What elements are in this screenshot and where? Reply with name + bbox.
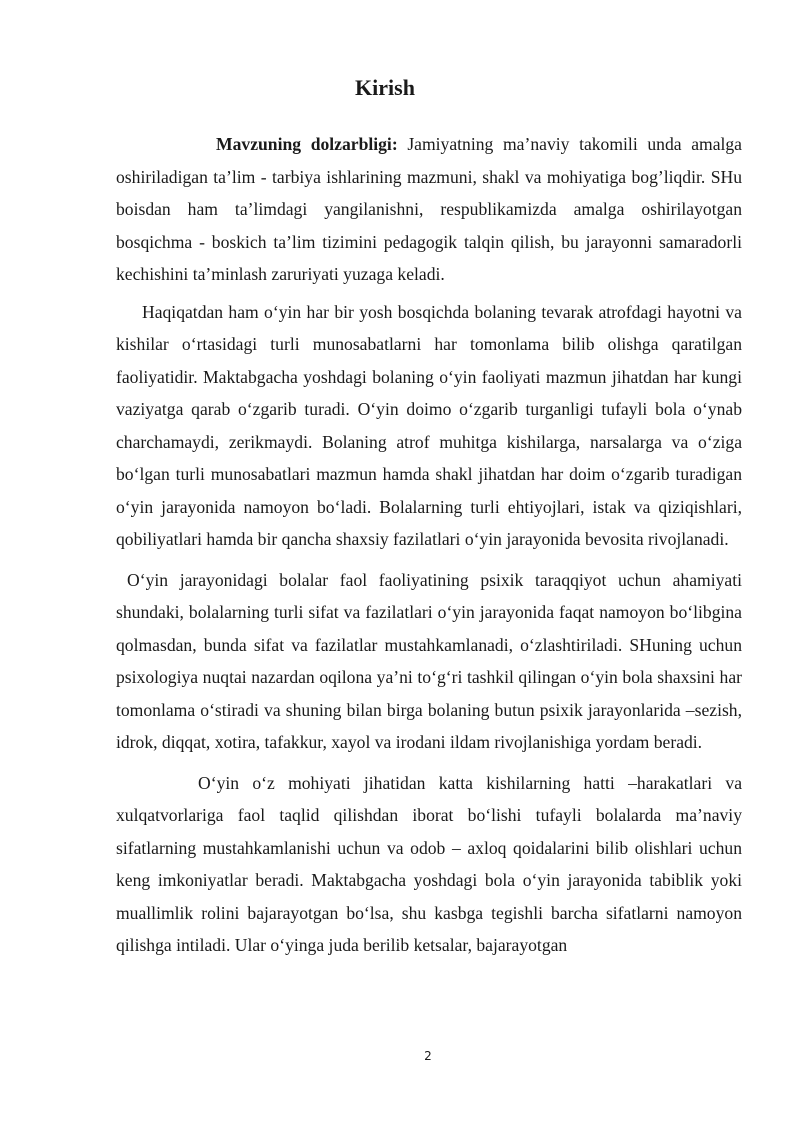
- paragraph-imitation: O‘yin o‘z mohiyati jihatidan katta kishilarning hatti –harakatlari va xulqatvorlariga faol taqlid qilishdan iborat bo‘lishi tufayli bolalarda ma’naviy sifatlarning mustahkamlanishi uchun va odob – axloq qoidalarini bilib olishlari uchun keng imkoniyatlar beradi. Maktabgacha yoshdagi bola o‘yin jarayonida tabiblik yoki muallimlik rolini bajarayotgan bo‘lsa, shu kasbga tegishli barcha sifatlarni namoyon qilishga intiladi. Ular o‘yinga juda berilib ketsalar, bajarayotgan: [116, 772, 742, 955]
- paragraph-play-activity: Haqiqatdan ham o‘yin har bir yosh bosqichda bolaning tevarak atrofdagi hayotni va kishilar o‘rtasidagi turli munosabatlarni har tomonlama bilib olishga qaratilgan faoliyatidir. Maktabgacha yoshdagi bolaning o‘yin faoliyati mazmun jihatdan har kungi vaziyatga qarab o‘zgarib turadi. O‘yin doimo o‘zgarib turganligi tufayli bola o‘ynab charchamaydi, zerikmaydi. Bolaning atrof muhitga kishilarga, narsalarga va o‘ziga bo‘lgan turli munosabatlari mazmun hamda shakl jihatdan har doim o‘zgarib turadigan o‘yin jarayonida namoyon bo‘ladi. Bolalarning turli ehtiyojlari, istak va qiziqishlari, qobiliyatlari hamda bir qancha shaxsiy fazilatlari o‘yin jarayonida bevosita rivojlanadi.: [116, 301, 742, 549]
- page-title: Kirish: [355, 75, 415, 100]
- paragraph-lead: Mavzuning dolzarbligi:: [216, 134, 398, 154]
- paragraph-relevance: [116, 128, 742, 291]
- page-number: 2: [424, 1049, 432, 1063]
- paragraph-text: Jamiyatning ma’naviy takomili unda amalga oshiriladigan ta’lim - tarbiya ishlarining mazmuni, shakl va mohiyatiga bog’liqdir. SHu boisdan ham ta’limdagi yangilanishni, respublikamizda amalga oshirilayotgan bosqichma - boskich ta’lim tizimini pedagogik talqin qilish, bu jarayonni samaradorli kechishini ta’minlash zaruriyati yuzaga keladi.: [116, 134, 742, 284]
- document-body: [116, 128, 742, 962]
- paragraph-psychic-development: O‘yin jarayonidagi bolalar faol faoliyatining psixik taraqqiyot uchun ahamiyati shundaki, bolalarning turli sifat va fazilatlari o‘yin jarayonida faqat namoyon bo‘libgina qolmasdan, bunda sifat va fazilatlar mustahkamlanadi, o‘zlashtiriladi. SHuning uchun psixologiya nuqtai nazardan oqilona ya’ni to‘g‘ri tashkil qilingan o‘yin bola shaxsini har tomonlama o‘stiradi va shuning bilan birga bolaning butun psixik jarayonlarida –sezish, idrok, diqqat, xotira, tafakkur, xayol va irodani ildam rivojlanishiga yordam beradi.: [116, 569, 742, 752]
